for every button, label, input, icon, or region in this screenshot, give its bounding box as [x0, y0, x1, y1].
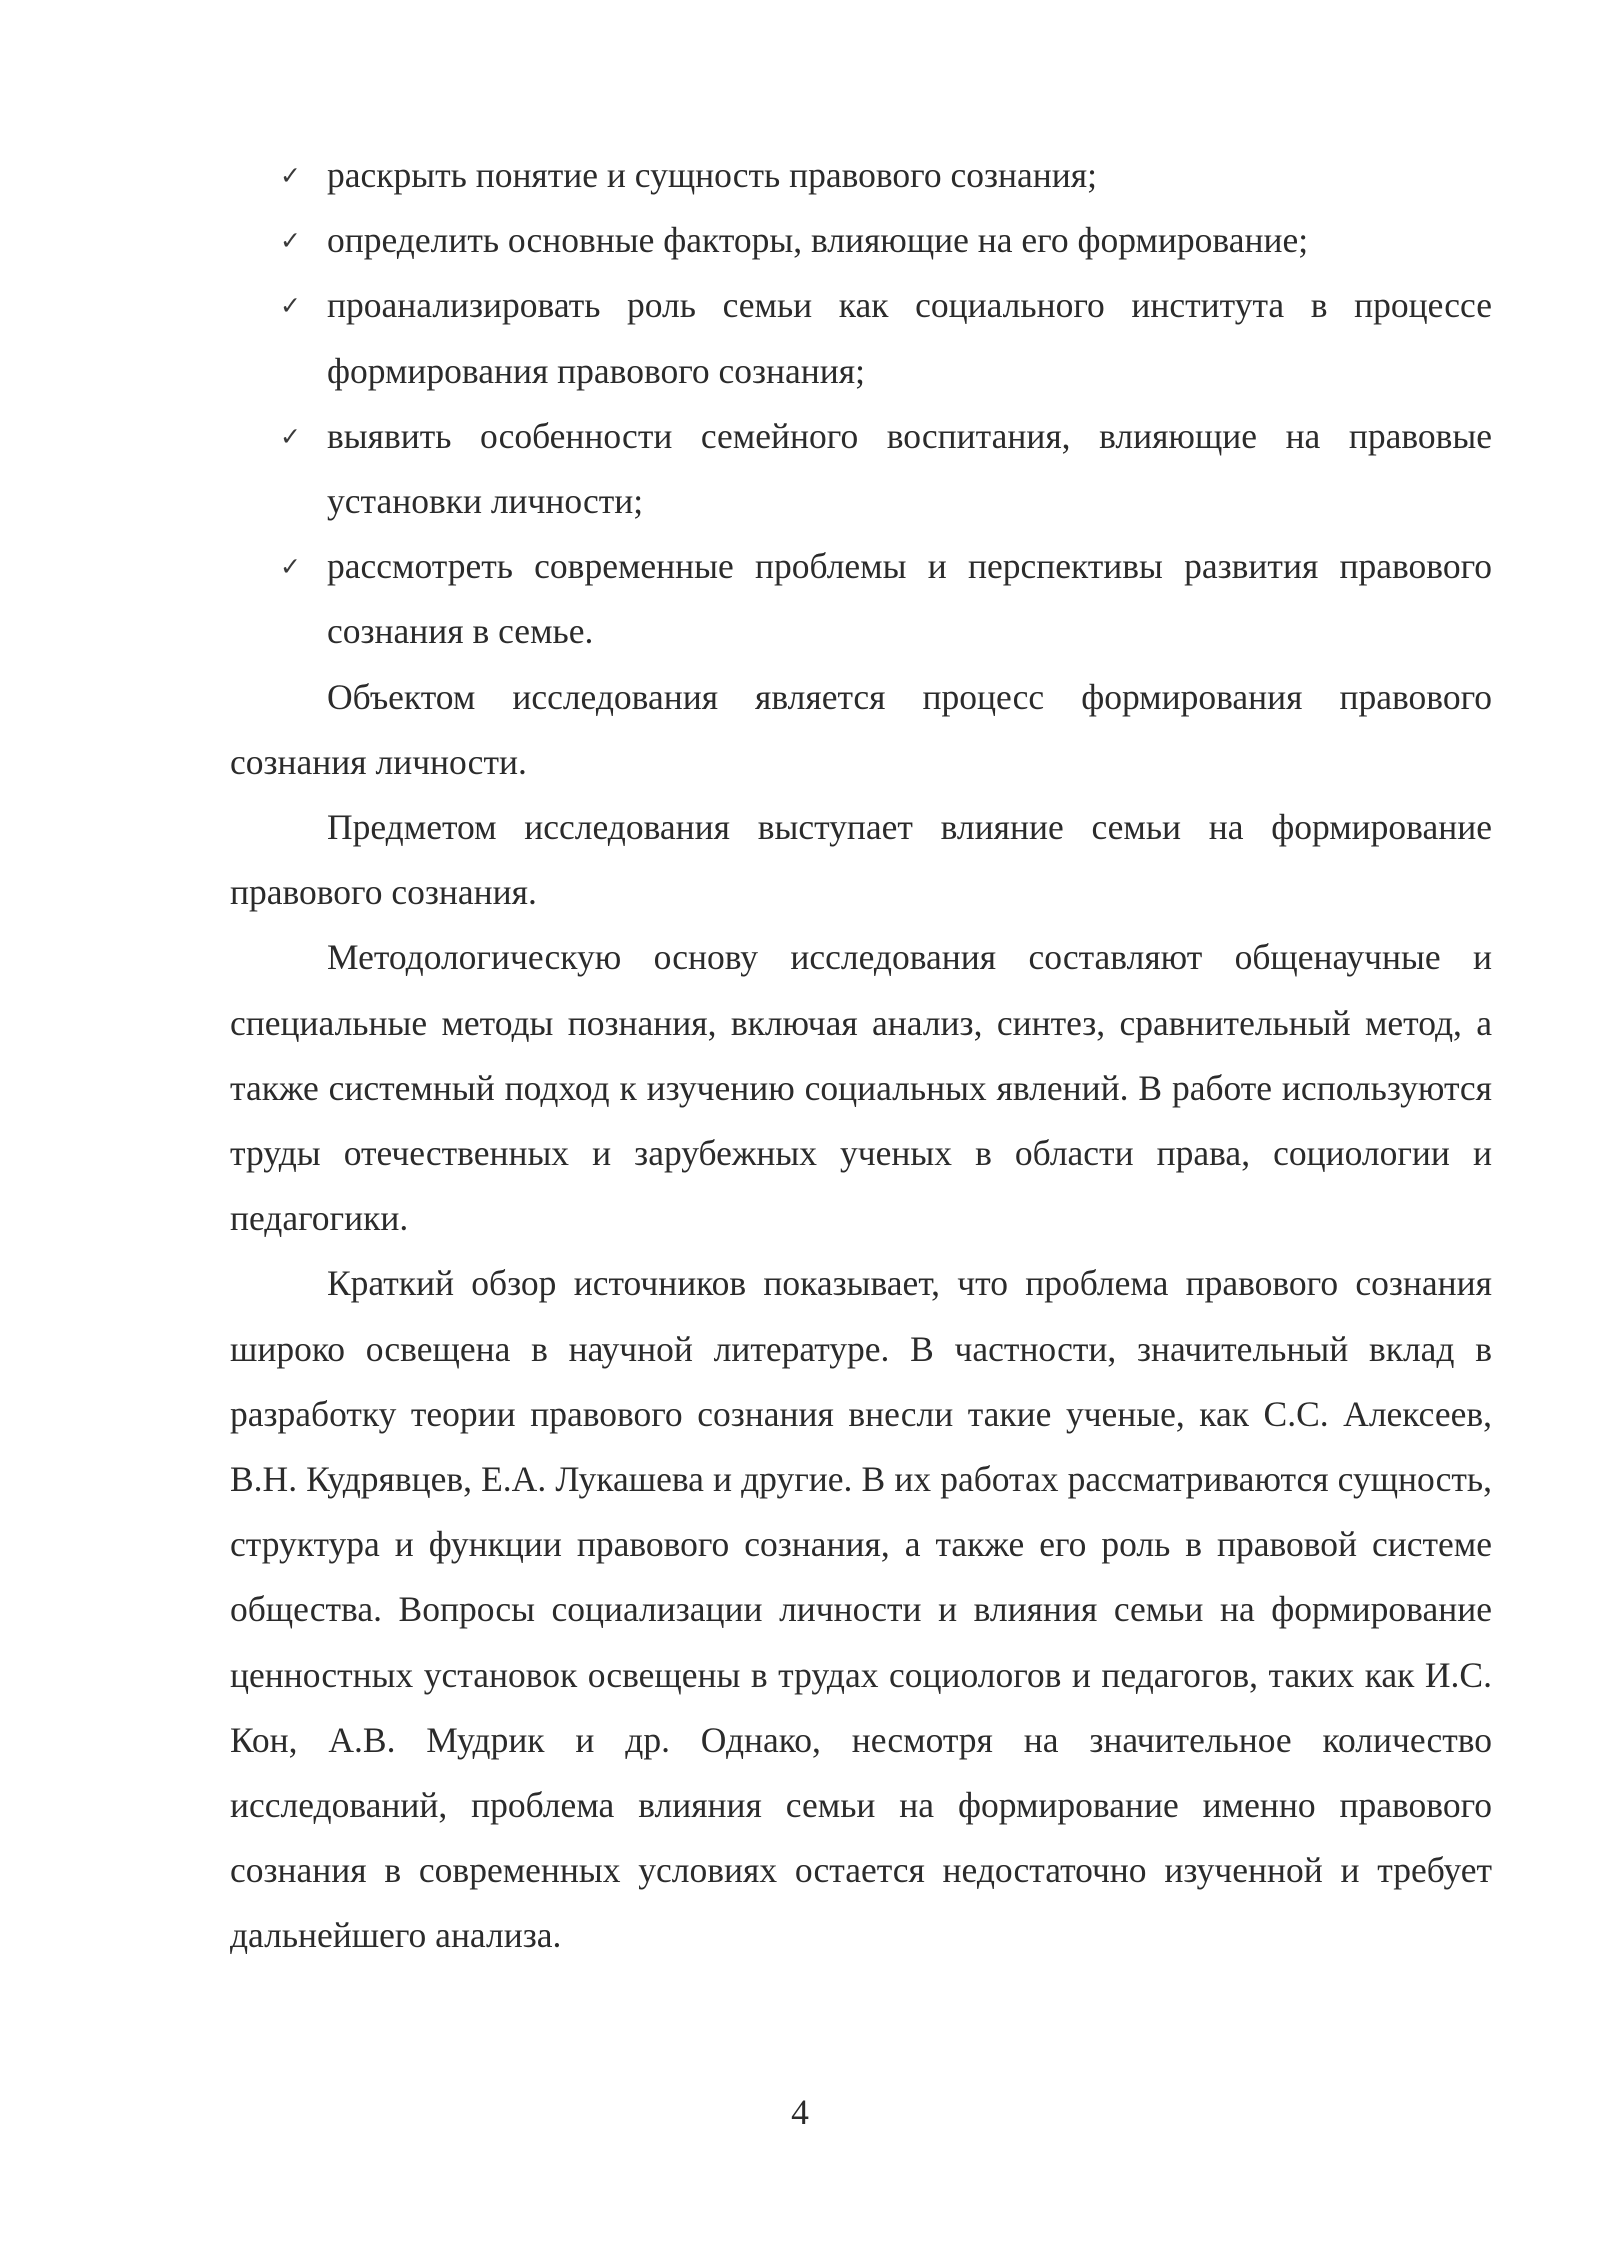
task-text: выявить особенности семейного воспитания, влияющие на правовые установки личности; — [327, 415, 1492, 522]
task-text: рассмотреть современные проблемы и перспективы развития правового сознания в семье. — [327, 546, 1492, 652]
research-object-paragraph: Объектом исследования является процесс формирования правового сознания личности. — [230, 676, 1492, 782]
task-list-item — [230, 404, 1492, 534]
check-icon: ✓ — [280, 421, 301, 451]
check-icon: ✓ — [280, 161, 301, 190]
methodology-paragraph: Методологическую основу исследования составляют общенаучные и специальные методы познания, включая анализ, синтез, сравнительный метод, а также системный подход к изучению социальных явлений. В работе используются труды отечественных и зарубежных ученых в области права, социологии и педагогики. — [230, 937, 1492, 1239]
check-icon: ✓ — [280, 552, 301, 582]
research-subject-paragraph: Предметом исследования выступает влияние семьи на формирование правового сознания. — [230, 807, 1492, 913]
sources-review-paragraph: Краткий обзор источников показывает, что проблема правового сознания широко освещена в научной литературе. В частности, значительный вклад в разработку теории правового сознания внесли такие ученые, как С.С. Алексеев, В.Н. Кудрявцев, Е.А. Лукашева и другие. В их работах рассматриваются сущность, структура и функции правового сознания, а также его роль в правовой системе общества. Вопросы социализации личности и влияния семьи на формирование ценностных установок освещены в трудах социологов и педагогов, таких как И.С. Кон, А.В. Мудрик и др. Однако, несмотря на значительное количество исследований, проблема влияния семьи на формирование именно правового сознания в современных условиях остается недостаточно изученной и требует дальнейшего анализа. — [230, 1263, 1492, 1956]
task-list — [230, 143, 1492, 665]
task-text: раскрыть понятие и сущность правового сознания; — [327, 155, 1097, 195]
check-icon: ✓ — [280, 226, 301, 256]
check-icon: ✓ — [280, 291, 301, 321]
page-body — [230, 143, 1492, 1969]
task-text: проанализировать роль семьи как социального института в процессе формирования правового сознания; — [327, 285, 1492, 391]
page-number: 4 — [791, 2092, 809, 2132]
task-list-item — [230, 143, 1492, 208]
task-list-item — [230, 208, 1492, 273]
task-list-item — [230, 534, 1492, 664]
task-list-item — [230, 273, 1492, 403]
task-text: определить основные факторы, влияющие на его формирование; — [327, 220, 1309, 261]
